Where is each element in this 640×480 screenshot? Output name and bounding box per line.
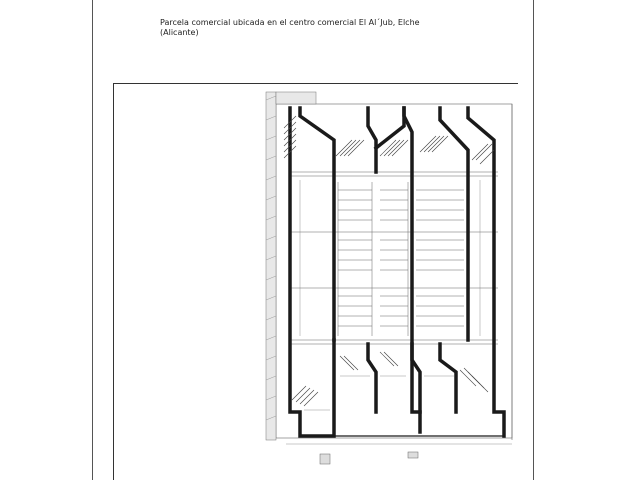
caption-line-2: (Alicante) bbox=[160, 28, 199, 37]
caption-line-1: Parcela comercial ubicada en el centro comercial El Al´Jub, Elche bbox=[160, 18, 420, 27]
